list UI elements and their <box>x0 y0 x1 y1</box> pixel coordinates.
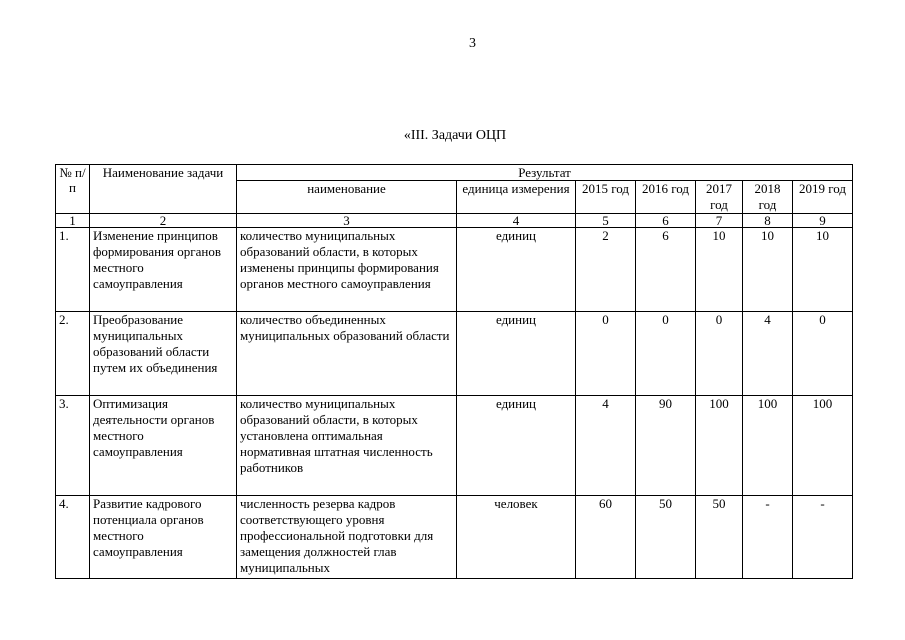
column-number: 1 <box>56 214 90 228</box>
row-value-2016: 50 <box>636 496 696 579</box>
row-value-2018: 10 <box>743 228 793 312</box>
column-number: 6 <box>636 214 696 228</box>
header-year-2017: 2017 год <box>696 181 743 214</box>
row-num: 3. <box>56 396 90 496</box>
row-value-2017: 50 <box>696 496 743 579</box>
row-indicator: количество объединенных муниципальных образований области <box>237 312 457 396</box>
column-number: 5 <box>576 214 636 228</box>
header-task: Наименование задачи <box>90 165 237 214</box>
row-value-2018: - <box>743 496 793 579</box>
column-number: 8 <box>743 214 793 228</box>
row-value-2019: - <box>793 496 853 579</box>
column-number: 7 <box>696 214 743 228</box>
row-value-2019: 100 <box>793 396 853 496</box>
page-number: 3 <box>469 36 476 51</box>
header-num: № п/п <box>56 165 90 214</box>
row-value-2017: 10 <box>696 228 743 312</box>
row-value-2018: 4 <box>743 312 793 396</box>
table-row <box>56 396 853 496</box>
row-value-2019: 10 <box>793 228 853 312</box>
column-number: 2 <box>90 214 237 228</box>
row-value-2018: 100 <box>743 396 793 496</box>
row-task: Преобразование муниципальных образований области путем их объединения <box>90 312 237 396</box>
table-row <box>56 228 853 312</box>
tasks-table <box>55 164 853 579</box>
row-indicator: количество муниципальных образований области, в которых установлена оптимальная нормативная штатная численность работников <box>237 396 457 496</box>
row-num: 2. <box>56 312 90 396</box>
row-num: 4. <box>56 496 90 579</box>
row-unit: единиц <box>457 396 576 496</box>
table-row <box>56 312 853 396</box>
column-number: 9 <box>793 214 853 228</box>
header-unit: единица измерения <box>457 181 576 214</box>
row-unit: единиц <box>457 312 576 396</box>
column-number: 3 <box>237 214 457 228</box>
column-number: 4 <box>457 214 576 228</box>
header-year-2015: 2015 год <box>576 181 636 214</box>
row-value-2015: 2 <box>576 228 636 312</box>
section-title: «III. Задачи ОЦП <box>403 128 507 143</box>
row-value-2015: 60 <box>576 496 636 579</box>
row-value-2015: 4 <box>576 396 636 496</box>
table-row <box>56 496 853 579</box>
row-num: 1. <box>56 228 90 312</box>
row-value-2019: 0 <box>793 312 853 396</box>
row-task: Развитие кадрового потенциала органов местного самоуправления <box>90 496 237 579</box>
row-unit: единиц <box>457 228 576 312</box>
row-value-2016: 90 <box>636 396 696 496</box>
header-indicator: наименование <box>237 181 457 214</box>
row-task: Изменение принципов формирования органов местного самоуправления <box>90 228 237 312</box>
row-value-2016: 6 <box>636 228 696 312</box>
row-value-2017: 100 <box>696 396 743 496</box>
header-year-2019: 2019 год <box>793 181 853 214</box>
header-year-2018: 2018 год <box>743 181 793 214</box>
row-value-2015: 0 <box>576 312 636 396</box>
row-task: Оптимизация деятельности органов местного самоуправления <box>90 396 237 496</box>
column-number-row <box>56 214 853 228</box>
header-result: Результат <box>237 165 853 181</box>
row-unit: человек <box>457 496 576 579</box>
row-indicator: количество муниципальных образований области, в которых изменены принципы формирования органов местного самоуправления <box>237 228 457 312</box>
header-year-2016: 2016 год <box>636 181 696 214</box>
row-indicator: численность резерва кадров соответствующего уровня профессиональной подготовки для замещения должностей глав муниципальных <box>237 496 457 579</box>
row-value-2016: 0 <box>636 312 696 396</box>
row-value-2017: 0 <box>696 312 743 396</box>
